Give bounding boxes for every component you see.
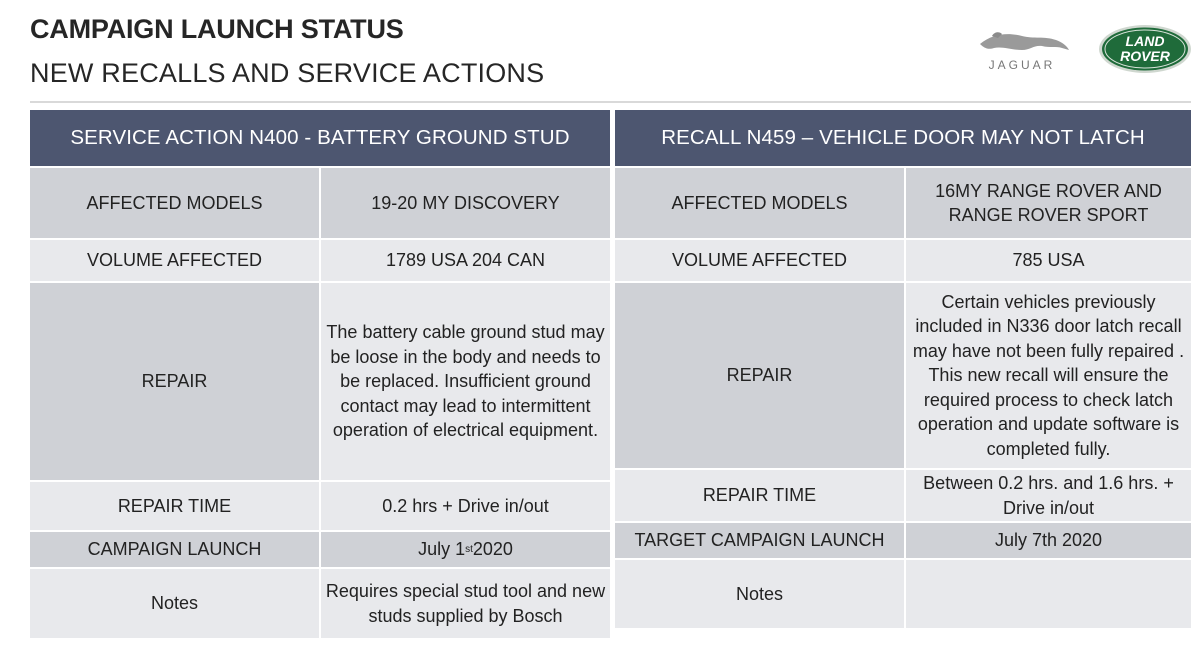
launch-date-tail: 2020 xyxy=(472,539,513,560)
table-row xyxy=(615,468,1191,521)
row-value: Between 0.2 hrs. and 1.6 hrs. + Drive in/out xyxy=(904,470,1191,521)
row-value: Certain vehicles previously included in N336 door latch recall may have not been fully repaired . This new recall will ensure the required process to check latch operation and update software is completed fully. xyxy=(904,283,1191,468)
row-label: REPAIR TIME xyxy=(30,482,319,530)
header-divider xyxy=(30,101,1191,103)
table-row xyxy=(615,558,1191,628)
row-value: 785 USA xyxy=(904,240,1191,281)
land-rover-logo-icon xyxy=(1097,23,1193,75)
table-row xyxy=(615,166,1191,238)
row-label: VOLUME AFFECTED xyxy=(30,240,319,281)
table-row xyxy=(30,530,610,567)
table-row xyxy=(30,480,610,530)
jaguar-logo-text: JAGUAR xyxy=(988,58,1056,72)
row-value: 16MY RANGE ROVER AND RANGE ROVER SPORT xyxy=(904,168,1191,238)
row-value: 1789 USA 204 CAN xyxy=(319,240,610,281)
row-value: Requires special stud tool and new studs supplied by Bosch xyxy=(319,569,610,638)
page-subtitle: NEW RECALLS AND SERVICE ACTIONS xyxy=(30,58,545,88)
service-action-table xyxy=(30,110,610,638)
row-label: REPAIR TIME xyxy=(615,470,904,521)
row-value: 0.2 hrs + Drive in/out xyxy=(319,482,610,530)
table-row xyxy=(30,567,610,638)
row-label: CAMPAIGN LAUNCH xyxy=(30,532,319,567)
row-label: REPAIR xyxy=(30,283,319,480)
table-row xyxy=(30,166,610,238)
row-label: TARGET CAMPAIGN LAUNCH xyxy=(615,523,904,558)
launch-date-main: July 1 xyxy=(418,539,466,560)
recall-heading: RECALL N459 – VEHICLE DOOR MAY NOT LATCH xyxy=(615,110,1191,166)
row-label: VOLUME AFFECTED xyxy=(615,240,904,281)
service-action-heading: SERVICE ACTION N400 - BATTERY GROUND STUD xyxy=(30,110,610,166)
table-row xyxy=(30,238,610,281)
recall-table xyxy=(615,110,1191,628)
row-label: AFFECTED MODELS xyxy=(30,168,319,238)
page-title: CAMPAIGN LAUNCH STATUS xyxy=(30,14,404,44)
table-row xyxy=(615,521,1191,558)
row-value: 19-20 MY DISCOVERY xyxy=(319,168,610,238)
row-value: July 7th 2020 xyxy=(904,523,1191,558)
row-label: AFFECTED MODELS xyxy=(615,168,904,238)
table-row xyxy=(615,281,1191,468)
table-row xyxy=(30,281,610,480)
land-rover-line1: LAND xyxy=(1125,33,1165,49)
row-value xyxy=(904,560,1191,628)
row-label: REPAIR xyxy=(615,283,904,468)
row-label: Notes xyxy=(615,560,904,628)
table-row xyxy=(615,238,1191,281)
row-value: July 1 st 2020 xyxy=(319,532,610,567)
row-value: The battery cable ground stud may be loose in the body and needs to be replaced. Insufficient ground contact may lead to intermittent operation of electrical equipment. xyxy=(319,283,610,480)
land-rover-line2: ROVER xyxy=(1120,48,1170,64)
row-label: Notes xyxy=(30,569,319,638)
